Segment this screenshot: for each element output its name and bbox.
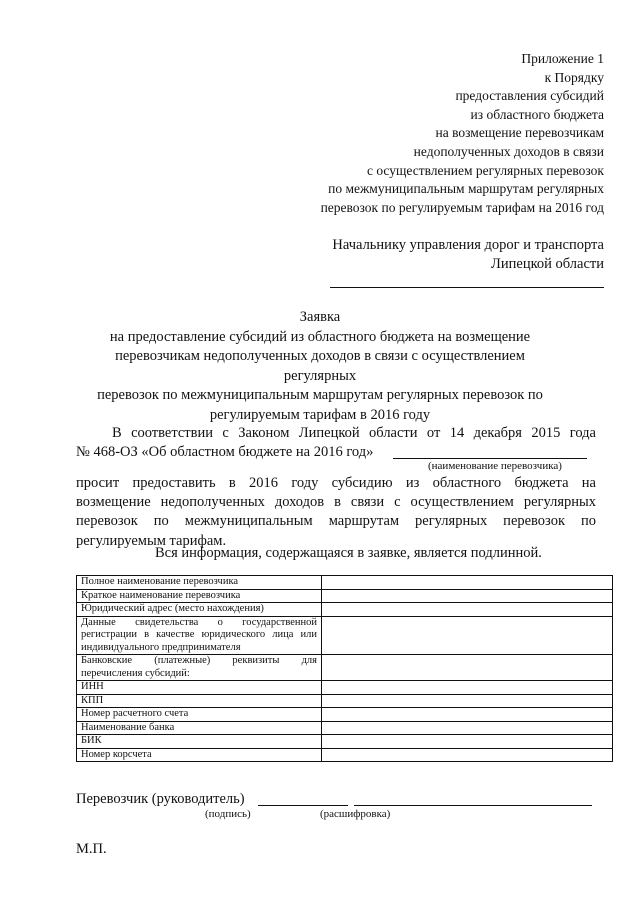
appendix-line: к Порядку: [544, 69, 604, 85]
row-label: БИК: [77, 735, 322, 749]
appendix-line: Приложение 1: [521, 51, 604, 66]
row-value-cell[interactable]: [322, 589, 613, 603]
title-line: на предоставление субсидий из областного бюджета на возмещение: [109, 328, 531, 345]
row-value-cell[interactable]: [322, 655, 613, 681]
addressee-line-2: Липецкой области: [491, 256, 604, 272]
row-value-cell[interactable]: [322, 694, 613, 708]
para2-last-line: регулируемым тарифам.: [76, 532, 227, 549]
addressee-line-1: Начальнику управления дорог и транспорта: [332, 237, 604, 253]
row-label: Наименование банка: [77, 721, 322, 735]
appendix-line: по межмуниципальным маршрутам регулярных: [328, 181, 604, 197]
appendix-line: недополученных доходов в связи: [413, 143, 604, 159]
title-line: регулируемым тарифам в 2016 году: [209, 406, 431, 423]
row-value-cell[interactable]: [322, 721, 613, 735]
row-value-cell[interactable]: [322, 603, 613, 617]
table-row: [77, 735, 613, 749]
addressee: [332, 236, 604, 274]
table-row: [77, 576, 613, 590]
para2-line: возмещение недополученных доходов в связи с осуществлением регулярных: [76, 494, 596, 511]
row-value-cell[interactable]: [322, 576, 613, 590]
para2-line: просит предоставить в 2016 году субсидию из областного бюджета на: [76, 475, 596, 491]
caption-decode: (расшифровка): [320, 808, 391, 820]
addressee-blank-line[interactable]: [330, 287, 604, 288]
carrier-caption: (наименование перевозчика): [428, 460, 562, 472]
table-row: [77, 694, 613, 708]
row-label: Банковские (платежные) реквизиты для перечисления субсидий:: [77, 655, 322, 681]
row-value-cell[interactable]: [322, 681, 613, 695]
row-label: КПП: [77, 694, 322, 708]
appendix-header: [321, 50, 604, 217]
info-table: [76, 575, 613, 762]
table-row: [77, 616, 613, 655]
row-label: Краткое наименование перевозчика: [77, 589, 322, 603]
para1-line-2: № 468-ОЗ «Об областном бюджете на 2016 год»: [76, 444, 374, 460]
table-row: [77, 589, 613, 603]
signature-blank[interactable]: [258, 804, 348, 806]
table-row: [77, 748, 613, 762]
table-row: [77, 603, 613, 617]
carrier-name-blank[interactable]: [393, 457, 587, 459]
title-line: перевозок по межмуниципальным маршрутам регулярных перевозок по: [97, 387, 543, 403]
row-value-cell[interactable]: [322, 735, 613, 749]
para2-line: перевозок по межмуниципальным маршрутам регулярных перевозок по: [76, 513, 596, 530]
table-row: [77, 708, 613, 722]
row-label: Данные свидетельства о государственной регистрации в качестве юридического лица или индивидуального предпринимателя: [77, 616, 322, 655]
document-title: [80, 308, 560, 425]
stamp-place: М.П.: [76, 841, 107, 857]
row-label: Номер расчетного счета: [77, 708, 322, 722]
appendix-line: предоставления субсидий: [455, 88, 604, 104]
para2: [76, 474, 596, 551]
row-label: ИНН: [77, 681, 322, 695]
signature-label: Перевозчик (руководитель): [76, 791, 245, 807]
appendix-line: из областного бюджета: [470, 106, 604, 122]
signature-decode-blank[interactable]: [354, 804, 592, 806]
table-row: [77, 681, 613, 695]
row-label: Юридический адрес (место нахождения): [77, 603, 322, 617]
para1-line-1: В соответствии с Законом Липецкой области от 14 декабря 2015 года: [112, 425, 596, 441]
para3: Вся информация, содержащаяся в заявке, является подлинной.: [155, 545, 542, 561]
appendix-line: перевозок по регулируемым тарифам на 2016 год: [320, 199, 604, 215]
caption-sign: (подпись): [205, 808, 251, 820]
row-value-cell[interactable]: [322, 616, 613, 655]
row-value-cell[interactable]: [322, 708, 613, 722]
appendix-line: на возмещение перевозчикам: [435, 125, 604, 141]
table-row: [77, 655, 613, 681]
title-line: перевозчикам недополученных доходов в связи с осуществлением регулярных: [115, 348, 525, 384]
appendix-line: с осуществлением регулярных перевозок: [366, 162, 604, 178]
row-value-cell[interactable]: [322, 748, 613, 762]
title-heading: Заявка: [299, 309, 341, 325]
row-label: Полное наименование перевозчика: [77, 576, 322, 590]
table-row: [77, 721, 613, 735]
row-label: Номер корсчета: [77, 748, 322, 762]
